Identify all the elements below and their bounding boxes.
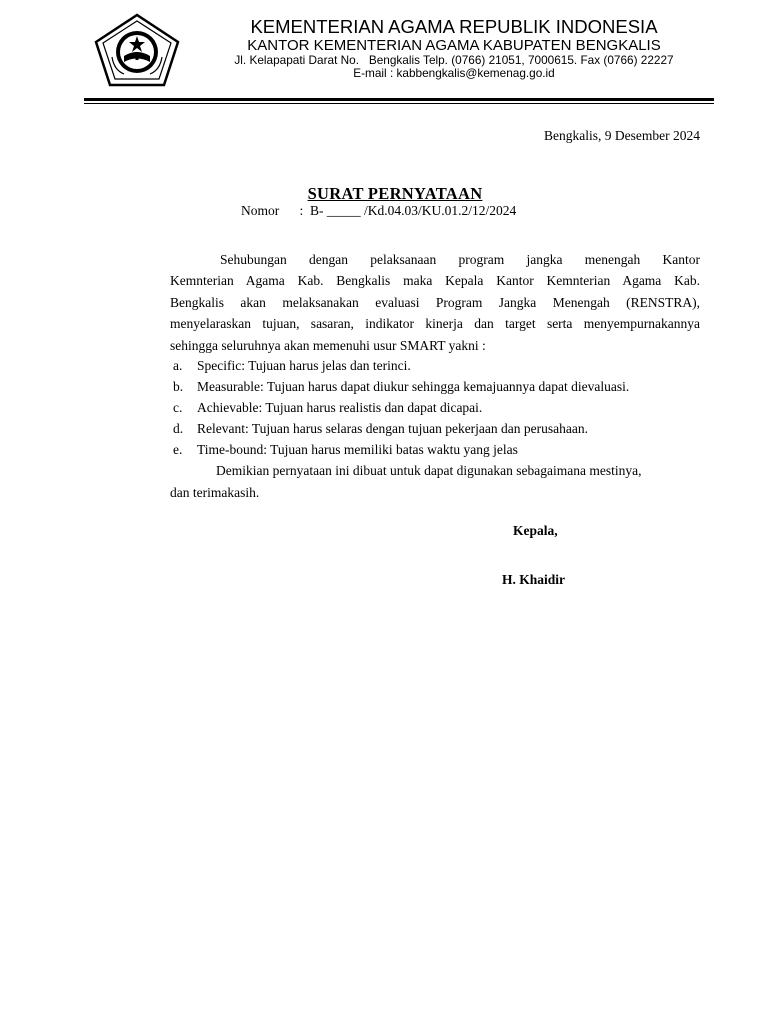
closing-line: dan terimakasih. xyxy=(170,485,260,500)
body-line: menyelaraskan tujuan, sasaran, indikator kinerja dan target serta menyempurnakannya xyxy=(170,316,700,332)
closing-paragraph xyxy=(170,460,700,504)
letter-title: SURAT PERNYATAAN xyxy=(307,184,483,203)
closing-line: Demikian pernyataan ini dibuat untuk dapat digunakan sebagaimana mestinya, xyxy=(216,463,642,478)
office-name: KANTOR KEMENTERIAN AGAMA KABUPATEN BENGKALIS xyxy=(247,37,661,54)
letterhead-divider-thin xyxy=(84,103,714,104)
kemenag-emblem-icon xyxy=(88,12,186,88)
body-paragraph xyxy=(170,249,700,356)
body-line: Bengkalis akan melaksanakan evaluasi Program Jangka Menengah (RENSTRA), xyxy=(170,294,700,310)
body-line: Sehubungan dengan pelaksanaan program jangka menengah Kantor xyxy=(220,252,700,267)
list-item: a. Specific: Tujuan harus jelas dan terinci. xyxy=(173,358,411,373)
list-item: b. Measurable: Tujuan harus dapat diukur sehingga kemajuannya dapat dievaluasi. xyxy=(173,379,630,394)
letterhead-divider xyxy=(84,98,714,101)
signatory-title: Kepala, xyxy=(513,523,558,538)
body-line: sehingga seluruhnya akan memenuhi usur SMART yakni : xyxy=(170,337,486,353)
signatory-name: H. Khaidir xyxy=(502,572,566,587)
ministry-name: KEMENTERIAN AGAMA REPUBLIK INDONESIA xyxy=(250,16,658,37)
body-line: Kemnterian Agama Kab. Bengkalis maka Kepala Kantor Kemnterian Agama Kab. xyxy=(170,273,700,289)
letter-date: Bengkalis, 9 Desember 2024 xyxy=(544,128,700,143)
letter-number: Nomor : B- _____ /Kd.04.03/KU.01.2/12/2024 xyxy=(241,203,517,218)
office-address: Jl. Kelapapati Darat No. Bengkalis Telp. (0766) 21051, 7000615. Fax (0766) 22227 xyxy=(234,53,674,67)
list-item: c. Achievable: Tujuan harus realistis dan dapat dicapai. xyxy=(173,400,483,415)
office-email: E-mail : kabbengkalis@kemenag.go.id xyxy=(353,66,555,80)
list-item: d. Relevant: Tujuan harus selaras dengan tujuan pekerjaan dan perusahaan. xyxy=(173,421,588,436)
smart-criteria-list xyxy=(170,355,629,460)
list-item: e. Time-bound: Tujuan harus memiliki batas waktu yang jelas xyxy=(173,442,518,457)
